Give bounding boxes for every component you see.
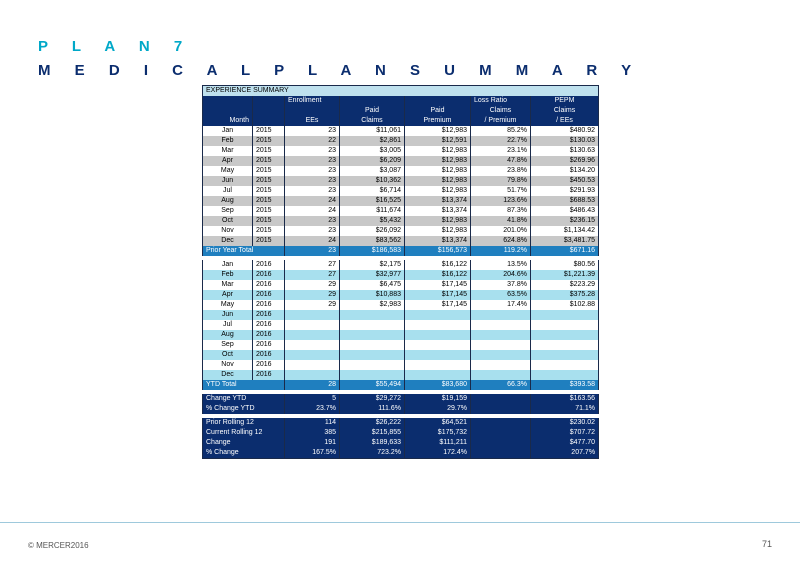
pepm-cell [531,330,599,340]
premium-cell [405,350,471,360]
loss-ratio-cell [471,448,531,459]
table-row [203,126,599,136]
premium-cell: $13,374 [405,206,471,216]
loss-ratio-cell: 79.8% [471,176,531,186]
month-cell: Jan [203,126,253,136]
plan-title: P L A N 7 [38,38,193,55]
table-row [203,236,599,246]
ees-cell [285,310,340,320]
pepm-cell: $163.56 [531,394,599,404]
claims-cell: $3,087 [340,166,405,176]
pepm-cell [531,310,599,320]
claims-cell: $2,861 [340,136,405,146]
table-row [203,136,599,146]
premium-cell: $16,122 [405,260,471,270]
table-row [203,146,599,156]
ees-cell: 23 [285,176,340,186]
loss-ratio-cell: 66.3% [471,380,531,390]
premium-cell: $17,145 [405,290,471,300]
summary-label: % Change YTD [203,404,285,414]
month-cell: Oct [203,350,253,360]
summary-label: % Change [203,448,285,459]
premium-cell: $19,159 [405,394,471,404]
premium-cell [405,310,471,320]
summary-label: Prior Year Total [203,246,285,256]
pepm-cell: $130.63 [531,146,599,156]
loss-ratio-header: Loss Ratio [471,96,531,106]
summary-label: Prior Rolling 12 [203,418,285,428]
month-header: Month [203,116,253,126]
ees-cell [285,370,340,380]
loss-ratio-cell [471,428,531,438]
year-cell: 2015 [253,216,285,226]
premium-cell: $12,983 [405,156,471,166]
loss-ratio-cell: 87.3% [471,206,531,216]
experience-summary-table [202,85,599,459]
premium-cell [405,330,471,340]
claims-cell: $11,674 [340,206,405,216]
ees-cell [285,340,340,350]
loss-ratio-cell: 41.8% [471,216,531,226]
year-cell: 2015 [253,226,285,236]
year-cell: 2016 [253,310,285,320]
pepm-cell: $130.03 [531,136,599,146]
pepm-cell: $291.93 [531,186,599,196]
loss-ratio-cell [471,404,531,414]
table-row [203,350,599,360]
ees-cell: 27 [285,260,340,270]
ees-cell: 23 [285,166,340,176]
footer-rule [0,522,800,523]
premium-cell: $12,983 [405,186,471,196]
pepm-cell: 71.1% [531,404,599,414]
summary-row [203,394,599,404]
premium-cell: $12,591 [405,136,471,146]
claims-cell: $29,272 [340,394,405,404]
claims-cell: $26,092 [340,226,405,236]
pepm-header: PEPM [531,96,599,106]
year-cell: 2015 [253,156,285,166]
page-number: 71 [761,539,772,549]
year-cell: 2015 [253,146,285,156]
table-row [203,360,599,370]
month-cell: Sep [203,206,253,216]
pepm-cell [531,370,599,380]
claims-cell [340,310,405,320]
table-row [203,270,599,280]
ees-cell: 167.5% [285,448,340,459]
claims-cell: $6,714 [340,186,405,196]
year-cell: 2015 [253,136,285,146]
loss-ratio-cell: 23.1% [471,146,531,156]
summary-row [203,428,599,438]
loss-ratio-cell: 51.7% [471,186,531,196]
month-cell: Feb [203,136,253,146]
year-cell: 2015 [253,186,285,196]
loss-ratio-cell: 23.8% [471,166,531,176]
summary-row [203,448,599,459]
per-premium-header: / Premium [471,116,531,126]
month-cell: Jul [203,320,253,330]
loss-ratio-cell [471,418,531,428]
claims-cell: $189,633 [340,438,405,448]
pepm-cell: 207.7% [531,448,599,459]
claims-header: Claims [340,116,405,126]
loss-ratio-cell: 624.8% [471,236,531,246]
loss-ratio-cell: 119.2% [471,246,531,256]
claims-cell: $6,475 [340,280,405,290]
pepm-cell: $236.15 [531,216,599,226]
table-row [203,310,599,320]
premium-cell [405,360,471,370]
ees-cell: 29 [285,280,340,290]
month-cell: Mar [203,280,253,290]
pepm-cell: $477.70 [531,438,599,448]
pepm-cell: $102.88 [531,300,599,310]
claims-cell: $32,977 [340,270,405,280]
pepm-cell: $3,481.75 [531,236,599,246]
claims-cell [340,370,405,380]
loss-ratio-cell: 63.5% [471,290,531,300]
summary-label: Change [203,438,285,448]
year-cell: 2015 [253,196,285,206]
pepm-cell [531,350,599,360]
premium-header: Premium [405,116,471,126]
loss-ratio-cell [471,310,531,320]
ees-cell: 23 [285,216,340,226]
premium-cell: $16,122 [405,270,471,280]
ees-header: EEs [285,116,340,126]
claims-cell: $26,222 [340,418,405,428]
premium-cell [405,370,471,380]
month-cell: Apr [203,290,253,300]
summary-label: YTD Total [203,380,285,390]
pepm-cell: $393.58 [531,380,599,390]
loss-ratio-cell: 85.2% [471,126,531,136]
table-row [203,340,599,350]
pepm-cell: $269.96 [531,156,599,166]
ees-cell: 24 [285,196,340,206]
summary-row [203,418,599,428]
loss-ratio-cell: 37.8% [471,280,531,290]
claims-cell [340,350,405,360]
year-cell: 2016 [253,300,285,310]
loss-ratio-cell [471,340,531,350]
ees-cell: 385 [285,428,340,438]
premium-cell: $12,983 [405,216,471,226]
year-cell: 2016 [253,370,285,380]
pepm-cell: $480.92 [531,126,599,136]
month-cell: Jun [203,176,253,186]
claims-cell: $55,494 [340,380,405,390]
month-cell: Aug [203,196,253,206]
pepm-claims-header: Claims [531,106,599,116]
ees-cell [285,320,340,330]
year-cell: 2016 [253,350,285,360]
loss-ratio-cell [471,394,531,404]
summary-row [203,246,599,256]
pepm-cell: $688.53 [531,196,599,206]
table-row [203,206,599,216]
table-row [203,260,599,270]
loss-ratio-cell [471,360,531,370]
month-cell: Dec [203,370,253,380]
ees-cell [285,360,340,370]
claims-cell: $11,061 [340,126,405,136]
month-cell: Mar [203,146,253,156]
claims-cell [340,360,405,370]
year-cell: 2016 [253,270,285,280]
table-row [203,216,599,226]
ees-cell [285,350,340,360]
table-row [203,226,599,236]
ees-cell [285,330,340,340]
claims-cell: $3,005 [340,146,405,156]
year-cell: 2015 [253,126,285,136]
claims-cell: $6,209 [340,156,405,166]
year-cell: 2015 [253,176,285,186]
month-cell: Jul [203,186,253,196]
month-cell: Oct [203,216,253,226]
year-cell: 2016 [253,320,285,330]
table-row [203,176,599,186]
table-row [203,320,599,330]
ees-cell: 23 [285,126,340,136]
claims-cell: $10,362 [340,176,405,186]
ees-cell: 23 [285,246,340,256]
loss-ratio-cell: 123.6% [471,196,531,206]
premium-cell: $156,573 [405,246,471,256]
premium-cell: $17,145 [405,300,471,310]
ees-cell: 29 [285,290,340,300]
premium-cell: $17,145 [405,280,471,290]
pepm-cell: $707.72 [531,428,599,438]
loss-ratio-cell: 201.0% [471,226,531,236]
year-cell: 2015 [253,206,285,216]
month-cell: Nov [203,360,253,370]
ees-cell: 23 [285,146,340,156]
ees-cell: 191 [285,438,340,448]
month-cell: Sep [203,340,253,350]
premium-cell: $13,374 [405,196,471,206]
claims-cell: $5,432 [340,216,405,226]
table-row [203,330,599,340]
pepm-cell: $223.29 [531,280,599,290]
page-title: M E D I C A L P L A N S U M M A R Y [38,62,642,79]
ees-cell: 28 [285,380,340,390]
ees-cell: 27 [285,270,340,280]
claims-cell: 111.6% [340,404,405,414]
pepm-cell [531,360,599,370]
month-cell: Apr [203,156,253,166]
ees-cell: 24 [285,206,340,216]
summary-row [203,438,599,448]
premium-cell: $83,680 [405,380,471,390]
loss-claims-header: Claims [471,106,531,116]
claims-cell: $215,855 [340,428,405,438]
claims-cell: $2,983 [340,300,405,310]
pepm-cell: $230.02 [531,418,599,428]
month-cell: Nov [203,226,253,236]
claims-cell: $16,525 [340,196,405,206]
copyright: © MERCER2016 [28,541,89,550]
pepm-cell: $1,134.42 [531,226,599,236]
year-cell: 2016 [253,290,285,300]
year-cell: 2015 [253,166,285,176]
enrollment-header: Enrollment [285,96,340,106]
pepm-cell: $375.28 [531,290,599,300]
claims-cell: $2,175 [340,260,405,270]
premium-cell [405,340,471,350]
pepm-cell: $134.20 [531,166,599,176]
pepm-cell [531,320,599,330]
loss-ratio-cell [471,350,531,360]
premium-cell: 29.7% [405,404,471,414]
pepm-cell: $486.43 [531,206,599,216]
month-cell: Dec [203,236,253,246]
ees-cell: 23 [285,186,340,196]
loss-ratio-cell [471,370,531,380]
year-cell: 2016 [253,330,285,340]
premium-cell: $175,732 [405,428,471,438]
table-row [203,280,599,290]
pepm-cell [531,340,599,350]
ees-cell: 22 [285,136,340,146]
table-row [203,300,599,310]
year-cell: 2016 [253,260,285,270]
ees-cell: 23 [285,156,340,166]
pepm-cell: $671.16 [531,246,599,256]
loss-ratio-cell [471,438,531,448]
ees-cell: 23 [285,226,340,236]
premium-cell: $111,211 [405,438,471,448]
claims-cell: $10,883 [340,290,405,300]
pepm-cell: $80.56 [531,260,599,270]
table-row [203,166,599,176]
claims-cell: $186,583 [340,246,405,256]
pepm-cell: $450.53 [531,176,599,186]
ees-cell: 5 [285,394,340,404]
loss-ratio-cell: 22.7% [471,136,531,146]
loss-ratio-cell [471,320,531,330]
table-row [203,290,599,300]
claims-cell: $83,562 [340,236,405,246]
table-row [203,370,599,380]
paid-claims-header: Paid [340,106,405,116]
loss-ratio-cell: 17.4% [471,300,531,310]
year-cell: 2015 [253,236,285,246]
claims-cell: 723.2% [340,448,405,459]
claims-cell [340,340,405,350]
premium-cell: $12,983 [405,146,471,156]
premium-cell: $12,983 [405,126,471,136]
ees-cell: 24 [285,236,340,246]
table-row [203,196,599,206]
ees-cell: 23.7% [285,404,340,414]
premium-cell: 172.4% [405,448,471,459]
month-cell: Aug [203,330,253,340]
summary-label: Change YTD [203,394,285,404]
claims-cell [340,330,405,340]
month-cell: Feb [203,270,253,280]
summary-row [203,380,599,390]
table-row [203,156,599,166]
paid-premium-header: Paid [405,106,471,116]
table-row [203,186,599,196]
year-cell: 2016 [253,340,285,350]
pepm-cell: $1,221.39 [531,270,599,280]
loss-ratio-cell: 13.5% [471,260,531,270]
per-ees-header: / EEs [531,116,599,126]
ees-cell: 29 [285,300,340,310]
premium-cell: $12,983 [405,176,471,186]
month-cell: May [203,166,253,176]
loss-ratio-cell: 47.8% [471,156,531,166]
table-title: EXPERIENCE SUMMARY [203,86,599,97]
loss-ratio-cell: 204.6% [471,270,531,280]
year-cell: 2016 [253,360,285,370]
premium-cell: $12,983 [405,166,471,176]
premium-cell: $64,521 [405,418,471,428]
premium-cell [405,320,471,330]
year-cell: 2016 [253,280,285,290]
month-cell: May [203,300,253,310]
month-cell: Jan [203,260,253,270]
summary-row [203,404,599,414]
ees-cell: 114 [285,418,340,428]
premium-cell: $13,374 [405,236,471,246]
claims-cell [340,320,405,330]
month-cell: Jun [203,310,253,320]
premium-cell: $12,983 [405,226,471,236]
loss-ratio-cell [471,330,531,340]
summary-label: Current Rolling 12 [203,428,285,438]
